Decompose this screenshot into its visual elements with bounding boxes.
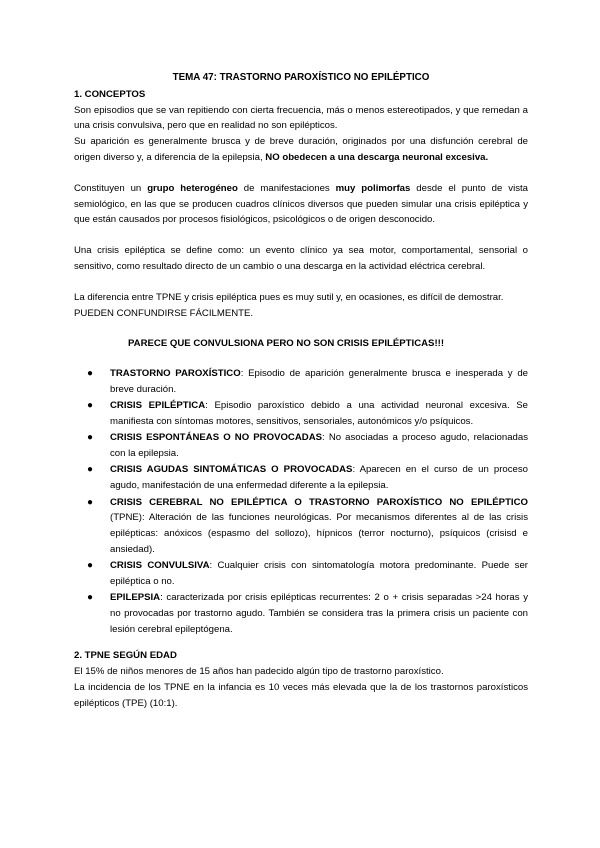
paragraph-heterogeneous	[74, 181, 528, 228]
list-item-text: : caracterizada por crisis epilépticas recurrentes: 2 o + crisis separadas >24 horas y no provocadas por trastorno agudo. También se considera tras la primera crisis un paciente con lesión cerebral epileptógena.	[110, 592, 528, 635]
emphasis-grupo-heterogeneo: grupo heterogéneo	[147, 182, 238, 194]
list-item	[74, 366, 528, 398]
list-item	[74, 462, 528, 494]
list-item-term: CRISIS CONVULSIVA	[110, 560, 210, 572]
section-heading-tpne-edad: 2. TPNE SEGÚN EDAD	[74, 650, 177, 662]
bullet-icon: ●	[87, 368, 94, 380]
paragraph-onset	[74, 134, 528, 166]
text-run: de manifestaciones	[237, 182, 336, 194]
list-item-term: TRASTORNO PAROXÍSTICO	[110, 368, 241, 380]
callout-note: PARECE QUE CONVULSIONA PERO NO SON CRISIS EPILÉPTICAS!!!	[127, 338, 445, 350]
bullet-icon: ●	[87, 432, 94, 444]
list-item	[74, 558, 528, 590]
list-item-text: (TPNE): Alteración de las funciones neurológicas. Por mecanismos diferentes al de las crisis epilépticas: anóxicos (espasmo del sollozo), hípnicos (terror nocturno), psíquicos (crisisd e ansiedad).	[110, 512, 528, 555]
list-item-text: : Aparecen en el curso de un proceso agudo, manifestación de una enfermedad diferente a la epilepsia.	[110, 464, 528, 492]
bullet-icon: ●	[87, 496, 94, 508]
document-page	[74, 70, 528, 711]
list-item-text: : Episodio de aparición generalmente brusca e inesperada y de breve duración.	[110, 368, 528, 395]
list-item-term: CRISIS AGUDAS SINTOMÁTICAS O PROVOCADAS	[110, 464, 353, 476]
list-item-term: CRISIS EPILÉPTICA	[110, 400, 206, 412]
paragraph-definition: Son episodios que se van repitiendo con cierta frecuencia, más o menos estereotipados, y que remedan a una crisis convulsiva, pero que en realidad no son epilépticos.	[74, 104, 528, 132]
onset-text: Su aparición es generalmente brusca y de breve duración, originados por una disfunción cerebral de origen diverso y, a diferencia de la epilepsia,	[74, 136, 528, 163]
bullet-icon: ●	[87, 464, 94, 476]
list-item-text: : No asociadas a proceso agudo, relacionadas con la epilepsia.	[110, 432, 528, 460]
list-item	[74, 590, 528, 637]
list-item	[74, 430, 528, 462]
difference-caps: PUEDEN CONFUNDIRSE FÁCILMENTE.	[74, 307, 254, 319]
paragraph-difference	[74, 290, 528, 322]
text-run: Constituyen un	[74, 182, 148, 194]
document-title: TEMA 47: TRASTORNO PAROXÍSTICO NO EPILÉPTICO	[172, 72, 430, 83]
list-item-text: : Episodio paroxístico debido a una actividad neuronal excesiva. Se manifiesta con síntomas motores, sensitivos, sensoriales, autonómicos y/o psíquicos.	[110, 400, 528, 428]
list-item-term: CRISIS CEREBRAL NO EPILÉPTICA O TRASTORNO PAROXÍSTICO NO EPILÉPTICO	[110, 496, 528, 508]
list-item	[74, 398, 528, 430]
list-item-term: CRISIS ESPONTÁNEAS O NO PROVOCADAS	[110, 432, 323, 444]
section-heading-conceptos: 1. CONCEPTOS	[74, 88, 146, 100]
bullet-icon: ●	[87, 560, 94, 572]
paragraph-epileptic-crisis: Una crisis epiléptica se define como: un evento clínico ya sea motor, comportamental, sensorial o sensitivo, como resultado directo de un cambio o una descarga en la actividad eléctrica cerebral.	[74, 245, 528, 272]
list-item-text: : Cualquier crisis con sintomatología motora predominante. Puede ser epiléptica o no.	[110, 560, 529, 588]
onset-emphasis: NO obedecen a una descarga neuronal excesiva.	[265, 151, 489, 163]
paragraph-incidence: La incidencia de los TPNE en la infancia es 10 veces más elevada que la de los trastornos paroxísticos epilépticos (TPE) (10:1).	[74, 681, 528, 709]
list-item	[74, 495, 528, 558]
paragraph-prevalence: El 15% de niños menores de 15 años han padecido algún tipo de trastorno paroxístico.	[74, 666, 444, 677]
bullet-icon: ●	[87, 400, 94, 412]
text-run: desde el punto de vista semiológico, en las que se producen cuadros clínicos diversos que pueden simular una crisis epiléptica y que están causados por procesos fisiológicos, psicológicos o de origen desconocido.	[74, 182, 529, 226]
definitions-list	[74, 366, 528, 638]
difference-text: La diferencia entre TPNE y crisis epiléptica pues es muy sutil y, en ocasiones, es difícil de demostrar.	[74, 291, 504, 303]
bullet-icon: ●	[87, 592, 94, 604]
emphasis-muy-polimorfas: muy polimorfas	[335, 182, 411, 194]
list-item-term: EPILEPSIA	[110, 592, 161, 604]
